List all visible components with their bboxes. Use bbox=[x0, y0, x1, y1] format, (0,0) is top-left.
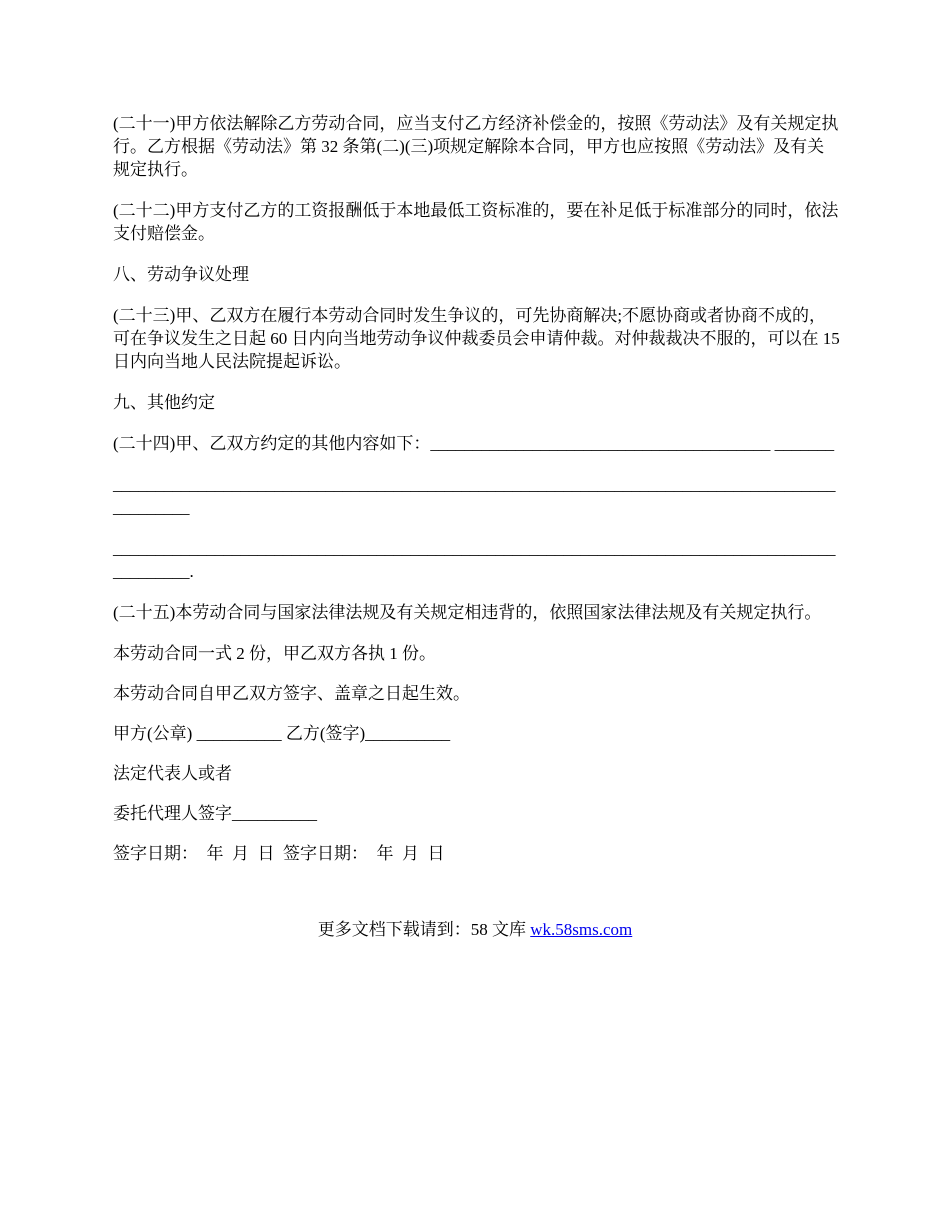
clause-25: (二十五)本劳动合同与国家法律法规及有关规定相违背的，依照国家法律法规及有关规定执行。 bbox=[113, 603, 822, 622]
legal-representative-label: 法定代表人或者 bbox=[113, 764, 232, 783]
section-heading-9: 九、其他约定 bbox=[113, 393, 215, 412]
clause-21: (二十一)甲方依法解除乙方劳动合同，应当支付乙方经济补偿金的，按照《劳动法》及有关规定执行。乙方根据《劳动法》第 32 条第(二)(三)项规定解除本合同，甲方也应按照《劳动法》及有关规定执行。 bbox=[113, 114, 839, 179]
copies-statement: 本劳动合同一式 2 份，甲乙双方各执 1 份。 bbox=[113, 644, 436, 663]
signature-line: 甲方(公章) __________ 乙方(签字)__________ bbox=[113, 724, 451, 743]
clause-23: (二十三)甲、乙双方在履行本劳动合同时发生争议的，可先协商解决;不愿协商或者协商不成的，可在争议发生之日起 60 日内向当地劳动争议仲裁委员会申请仲裁。对仲裁裁决不服的，可以在 15 日内向当地人民法院提起诉讼。 bbox=[113, 306, 844, 371]
download-footer bbox=[0, 918, 950, 941]
document-body bbox=[113, 112, 844, 882]
agent-signature-line: 委托代理人签字__________ bbox=[113, 804, 317, 823]
effective-statement: 本劳动合同自甲乙双方签字、盖章之日起生效。 bbox=[113, 684, 470, 703]
section-heading-8: 八、劳动争议处理 bbox=[113, 265, 249, 284]
footer-link[interactable]: wk.58sms.com bbox=[530, 920, 633, 939]
blank-fill-line-2: ______________________________________________________________________________________________. bbox=[113, 539, 836, 581]
blank-fill-line-1: ______________________________________________________________________________________________ bbox=[113, 475, 836, 517]
footer-text: 更多文档下载请到：58 文库 bbox=[317, 920, 531, 939]
signature-dates: 签字日期： 年 月 日 签字日期： 年 月 日 bbox=[113, 844, 445, 863]
clause-24: (二十四)甲、乙双方约定的其他内容如下：________________________________________ _______ bbox=[113, 434, 835, 453]
clause-22: (二十二)甲方支付乙方的工资报酬低于本地最低工资标准的，要在补足低于标准部分的同时，依法支付赔偿金。 bbox=[113, 201, 839, 243]
